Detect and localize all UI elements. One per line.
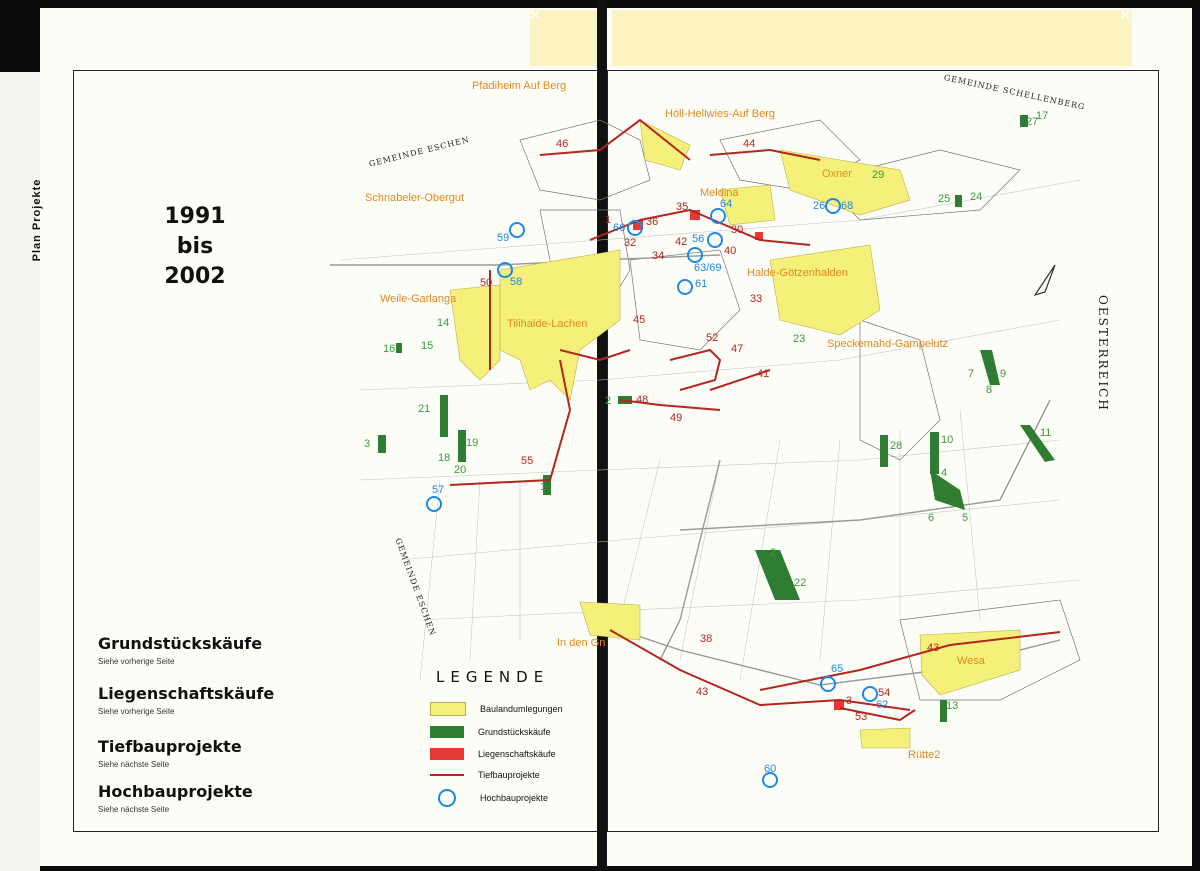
grundstueck-number: 15 — [421, 340, 434, 352]
grundstueck-number: 11 — [1040, 427, 1052, 439]
tiefbau-number: 54 — [878, 687, 891, 699]
tiefbau-number: 33 — [750, 293, 763, 305]
tiefbau-number: 44 — [743, 138, 756, 150]
tiefbau-number: 50 — [480, 277, 493, 289]
hochbau-number: 58 — [510, 276, 523, 288]
tiefbau-number: 40 — [724, 245, 737, 257]
north-arrow-icon — [1035, 265, 1055, 295]
area-label: Wesa — [957, 655, 985, 667]
sidebar-label: Plan Projekte — [31, 178, 43, 262]
tiefbau-number: 52 — [706, 332, 719, 344]
area-label: Oxner — [822, 168, 852, 180]
legend-circle-icon — [438, 789, 456, 807]
legend-label: Liegenschaftskäufe — [478, 749, 556, 759]
section-hochbauprojekte — [98, 782, 253, 814]
grundstueck-number: 10 — [941, 434, 954, 446]
hochbau-number: 62 — [876, 699, 889, 711]
tiefbau-number: 55 — [521, 455, 534, 467]
grundstueck-number: 19 — [466, 437, 479, 449]
area-label: In den Gn — [557, 637, 606, 649]
grundstueck-number: 28 — [890, 440, 903, 452]
legend-item-liegenschaft — [430, 746, 556, 762]
legend-label: Baulandumlegungen — [480, 704, 563, 714]
grundstueck-number: 13 — [946, 700, 959, 712]
area-label: Tilihalde-Lachen — [507, 318, 588, 330]
grundstueck-number: 22 — [794, 577, 807, 589]
section-note: Siehe nächste Seite — [98, 805, 170, 814]
period-start: 1991 — [164, 204, 226, 229]
period-end: 2002 — [164, 264, 226, 289]
project-map — [300, 60, 1180, 860]
scan-marker-icon: ✕ — [1118, 7, 1132, 24]
scan-marker-icon: ✕ — [528, 7, 542, 24]
legend — [430, 668, 600, 803]
tiefbau-number: 1 — [605, 214, 612, 226]
tiefbau-number: 41 — [757, 368, 770, 380]
grundstueck-number: 23 — [793, 333, 806, 345]
section-tiefbauprojekte — [98, 737, 242, 769]
border-label-schellenberg: GEMEINDE SCHELLENBERG — [943, 73, 1087, 112]
grundstueck-number: 27 — [1026, 116, 1039, 128]
legend-label: Hochbauprojekte — [480, 793, 549, 803]
tiefbau-number: 49 — [670, 412, 683, 424]
grundstueck-number: 5 — [962, 512, 969, 524]
legend-title: LEGENDE — [436, 668, 550, 686]
grundstueck-number: 24 — [970, 191, 983, 203]
section-note: Siehe nächste Seite — [98, 760, 170, 769]
grundstueck-number: 29 — [872, 169, 885, 181]
period-heading — [150, 202, 240, 292]
legend-label: Tiefbauprojekte — [478, 770, 540, 780]
grundstueck-parcels — [378, 115, 1055, 722]
grundstueck-number: 14 — [437, 317, 450, 329]
grundstueck-number: 9 — [1000, 368, 1007, 380]
tiefbau-number: 48 — [636, 394, 649, 406]
legend-swatch — [430, 726, 464, 738]
area-label: Halde-Götzenhalden — [747, 267, 848, 279]
hochbau-number: 61 — [695, 278, 708, 290]
paper-tab-right — [612, 10, 1132, 66]
legend-item-grundstueck — [430, 724, 551, 740]
area-label: Höll-Hellwies-Auf Berg — [665, 108, 776, 120]
grundstueck-number: 2 — [605, 395, 612, 407]
hochbau-number: 60 — [764, 763, 777, 775]
legend-swatch — [430, 702, 466, 716]
tiefbau-number: 32 — [624, 237, 637, 249]
tiefbau-number: 45 — [633, 314, 646, 326]
section-liegenschaftskaeufe — [98, 684, 274, 716]
period-separator: bis — [176, 234, 214, 259]
tiefbau-number: 53 — [855, 711, 868, 723]
grundstueck-number: 16 — [383, 343, 396, 355]
tiefbau-number: 46 — [556, 138, 569, 150]
hochbau-number: 56 — [692, 233, 705, 245]
grundstueck-number: 18 — [438, 452, 451, 464]
section-title: Grundstückskäufe — [98, 634, 263, 653]
tiefbau-number: 30 — [731, 224, 744, 236]
grundstueck-number: 20 — [454, 464, 467, 476]
grundstueck-number: 21 — [418, 403, 431, 415]
grundstueck-number: 25 — [938, 193, 951, 205]
section-grundstueckskaeufe — [98, 634, 262, 666]
grundstueck-number: 8 — [986, 384, 993, 396]
grundstueck-number: 2 — [770, 547, 777, 559]
area-label: Rütte2 — [908, 749, 941, 761]
tiefbau-number: 42 — [675, 236, 688, 248]
grundstueck-number: 4 — [941, 467, 948, 479]
tiefbau-number: 38 — [700, 633, 713, 645]
section-note: Siehe vorherige Seite — [98, 657, 175, 666]
tiefbau-number: 3 — [846, 695, 853, 707]
area-label: Schnabeler-Obergut — [365, 192, 465, 204]
hochbau-number: 64 — [720, 198, 733, 210]
grundstueck-number: 7 — [968, 368, 975, 380]
tiefbau-number: 43 — [927, 642, 940, 654]
area-label: Meldina — [700, 187, 739, 199]
grundstueck-number: 17 — [1036, 110, 1049, 122]
section-note: Siehe vorherige Seite — [98, 707, 175, 716]
area-label: Weile-Garlanga — [380, 293, 457, 305]
hochbau-number: 57 — [432, 484, 445, 496]
area-label: Speckemahd-Gampelutz — [827, 338, 949, 350]
hochbau-number: 63/69 — [694, 262, 722, 274]
legend-line — [430, 774, 464, 776]
grundstueck-number: 3 — [364, 438, 371, 450]
area-label: Pfadiheim Auf Berg — [472, 80, 567, 92]
legend-item-hochbau — [430, 790, 548, 806]
hochbau-number: 66 — [613, 222, 626, 234]
legend-item-bauland — [430, 701, 563, 717]
section-title: Tiefbauprojekte — [98, 737, 242, 756]
grundstueck-number: 6 — [928, 512, 935, 524]
section-title: Liegenschaftskäufe — [98, 684, 275, 703]
hochbau-number: 59 — [497, 232, 510, 244]
tiefbau-number: 34 — [652, 250, 665, 262]
tiefbau-number: 35 — [676, 201, 689, 213]
tiefbau-number: 47 — [731, 343, 744, 355]
border-label-eschen-left: GEMEINDE ESCHEN — [393, 537, 438, 638]
grundstueck-number: 1 — [540, 481, 547, 493]
hochbau-number: 26 — [813, 200, 826, 212]
tiefbau-number: 43 — [696, 686, 709, 698]
legend-swatch — [430, 748, 464, 760]
legend-label: Grundstückskäufe — [478, 727, 551, 737]
section-title: Hochbauprojekte — [98, 782, 253, 801]
tiefbau-number: 36 — [646, 216, 659, 228]
border-label-eschen: GEMEINDE ESCHEN — [368, 134, 471, 169]
hochbau-number: 65 — [831, 663, 844, 675]
border-label-oesterreich: OESTERREICH — [1096, 295, 1110, 412]
hochbau-number: 68 — [841, 200, 854, 212]
legend-item-tiefbau — [430, 767, 540, 783]
